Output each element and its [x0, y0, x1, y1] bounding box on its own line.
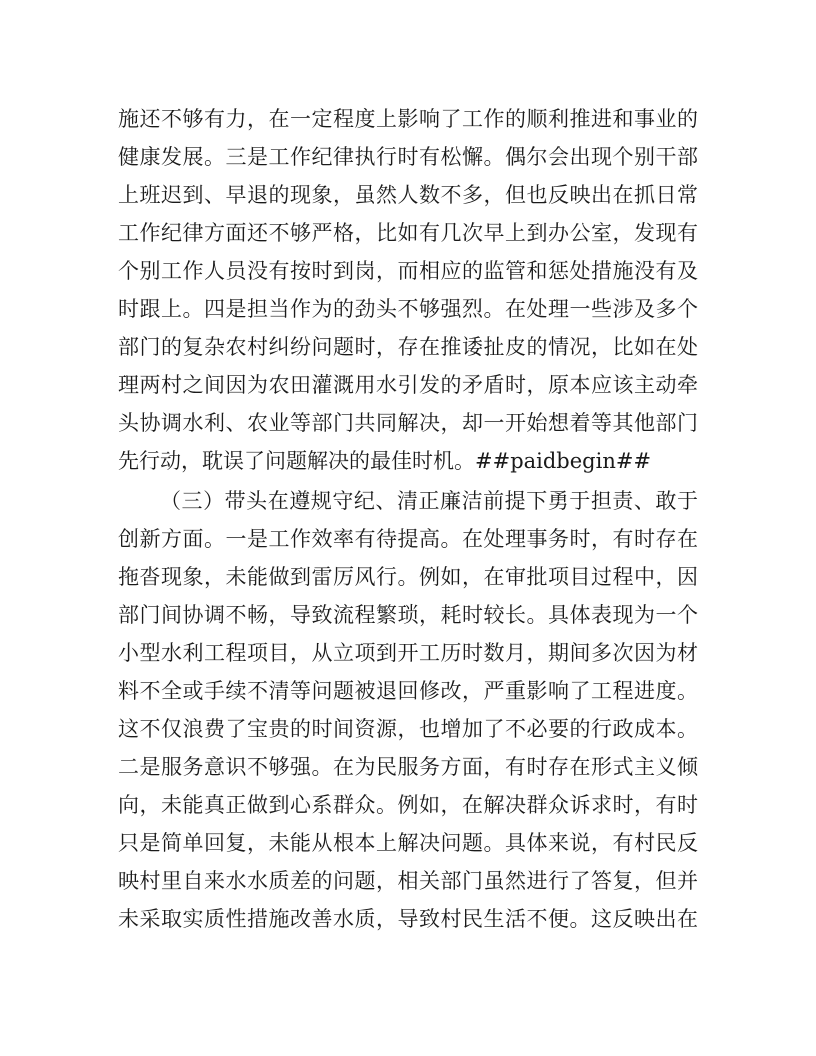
text-line: 理两村之间因为农田灌溉用水引发的矛盾时，原本应该主动牵 [118, 373, 698, 397]
text-line: 个别工作人员没有按时到岗，而相应的监管和惩处措施没有及 [118, 259, 698, 283]
text-line: 这不仅浪费了宝贵的时间资源，也增加了不必要的行政成本。 [118, 717, 698, 741]
text-line: （三）带头在遵规守纪、清正廉洁前提下勇于担责、敢于 [160, 489, 698, 513]
text-line: 先行动，耽误了问题解决的最佳时机。##paidbegin## [118, 449, 652, 473]
text-line: 上班迟到、早退的现象，虽然人数不多，但也反映出在抓日常 [118, 183, 698, 207]
text-line: 未采取实质性措施改善水质，导致村民生活不便。这反映出在 [118, 907, 698, 931]
text-line: 时跟上。四是担当作为的劲头不够强烈。在处理一些涉及多个 [118, 297, 698, 321]
text-line: 创新方面。一是工作效率有待提高。在处理事务时，有时存在 [118, 527, 698, 551]
text-line: 拖沓现象，未能做到雷厉风行。例如，在审批项目过程中，因 [118, 565, 698, 589]
text-line: 向，未能真正做到心系群众。例如，在解决群众诉求时，有时 [118, 793, 698, 817]
text-line: 健康发展。三是工作纪律执行时有松懈。偶尔会出现个别干部 [118, 145, 698, 169]
text-line: 施还不够有力，在一定程度上影响了工作的顺利推进和事业的 [118, 107, 698, 131]
text-line: 料不全或手续不清等问题被退回修改，严重影响了工程进度。 [118, 679, 698, 703]
text-line: 部门间协调不畅，导致流程繁琐，耗时较长。具体表现为一个 [118, 603, 698, 627]
text-line: 只是简单回复，未能从根本上解决问题。具体来说，有村民反 [118, 831, 698, 855]
text-line: 小型水利工程项目，从立项到开工历时数月，期间多次因为材 [118, 641, 698, 665]
text-line: 头协调水利、农业等部门共同解决，却一开始想着等其他部门 [118, 411, 698, 435]
text-line: 二是服务意识不够强。在为民服务方面，有时存在形式主义倾 [118, 755, 698, 779]
text-line: 部门的复杂农村纠纷问题时，存在推诿扯皮的情况，比如在处 [118, 335, 698, 359]
text-line: 映村里自来水水质差的问题，相关部门虽然进行了答复，但并 [118, 869, 698, 893]
text-line: 工作纪律方面还不够严格，比如有几次早上到办公室，发现有 [118, 221, 698, 245]
paragraph-section-three [118, 482, 698, 938]
paragraph-discipline-issues [118, 100, 698, 480]
